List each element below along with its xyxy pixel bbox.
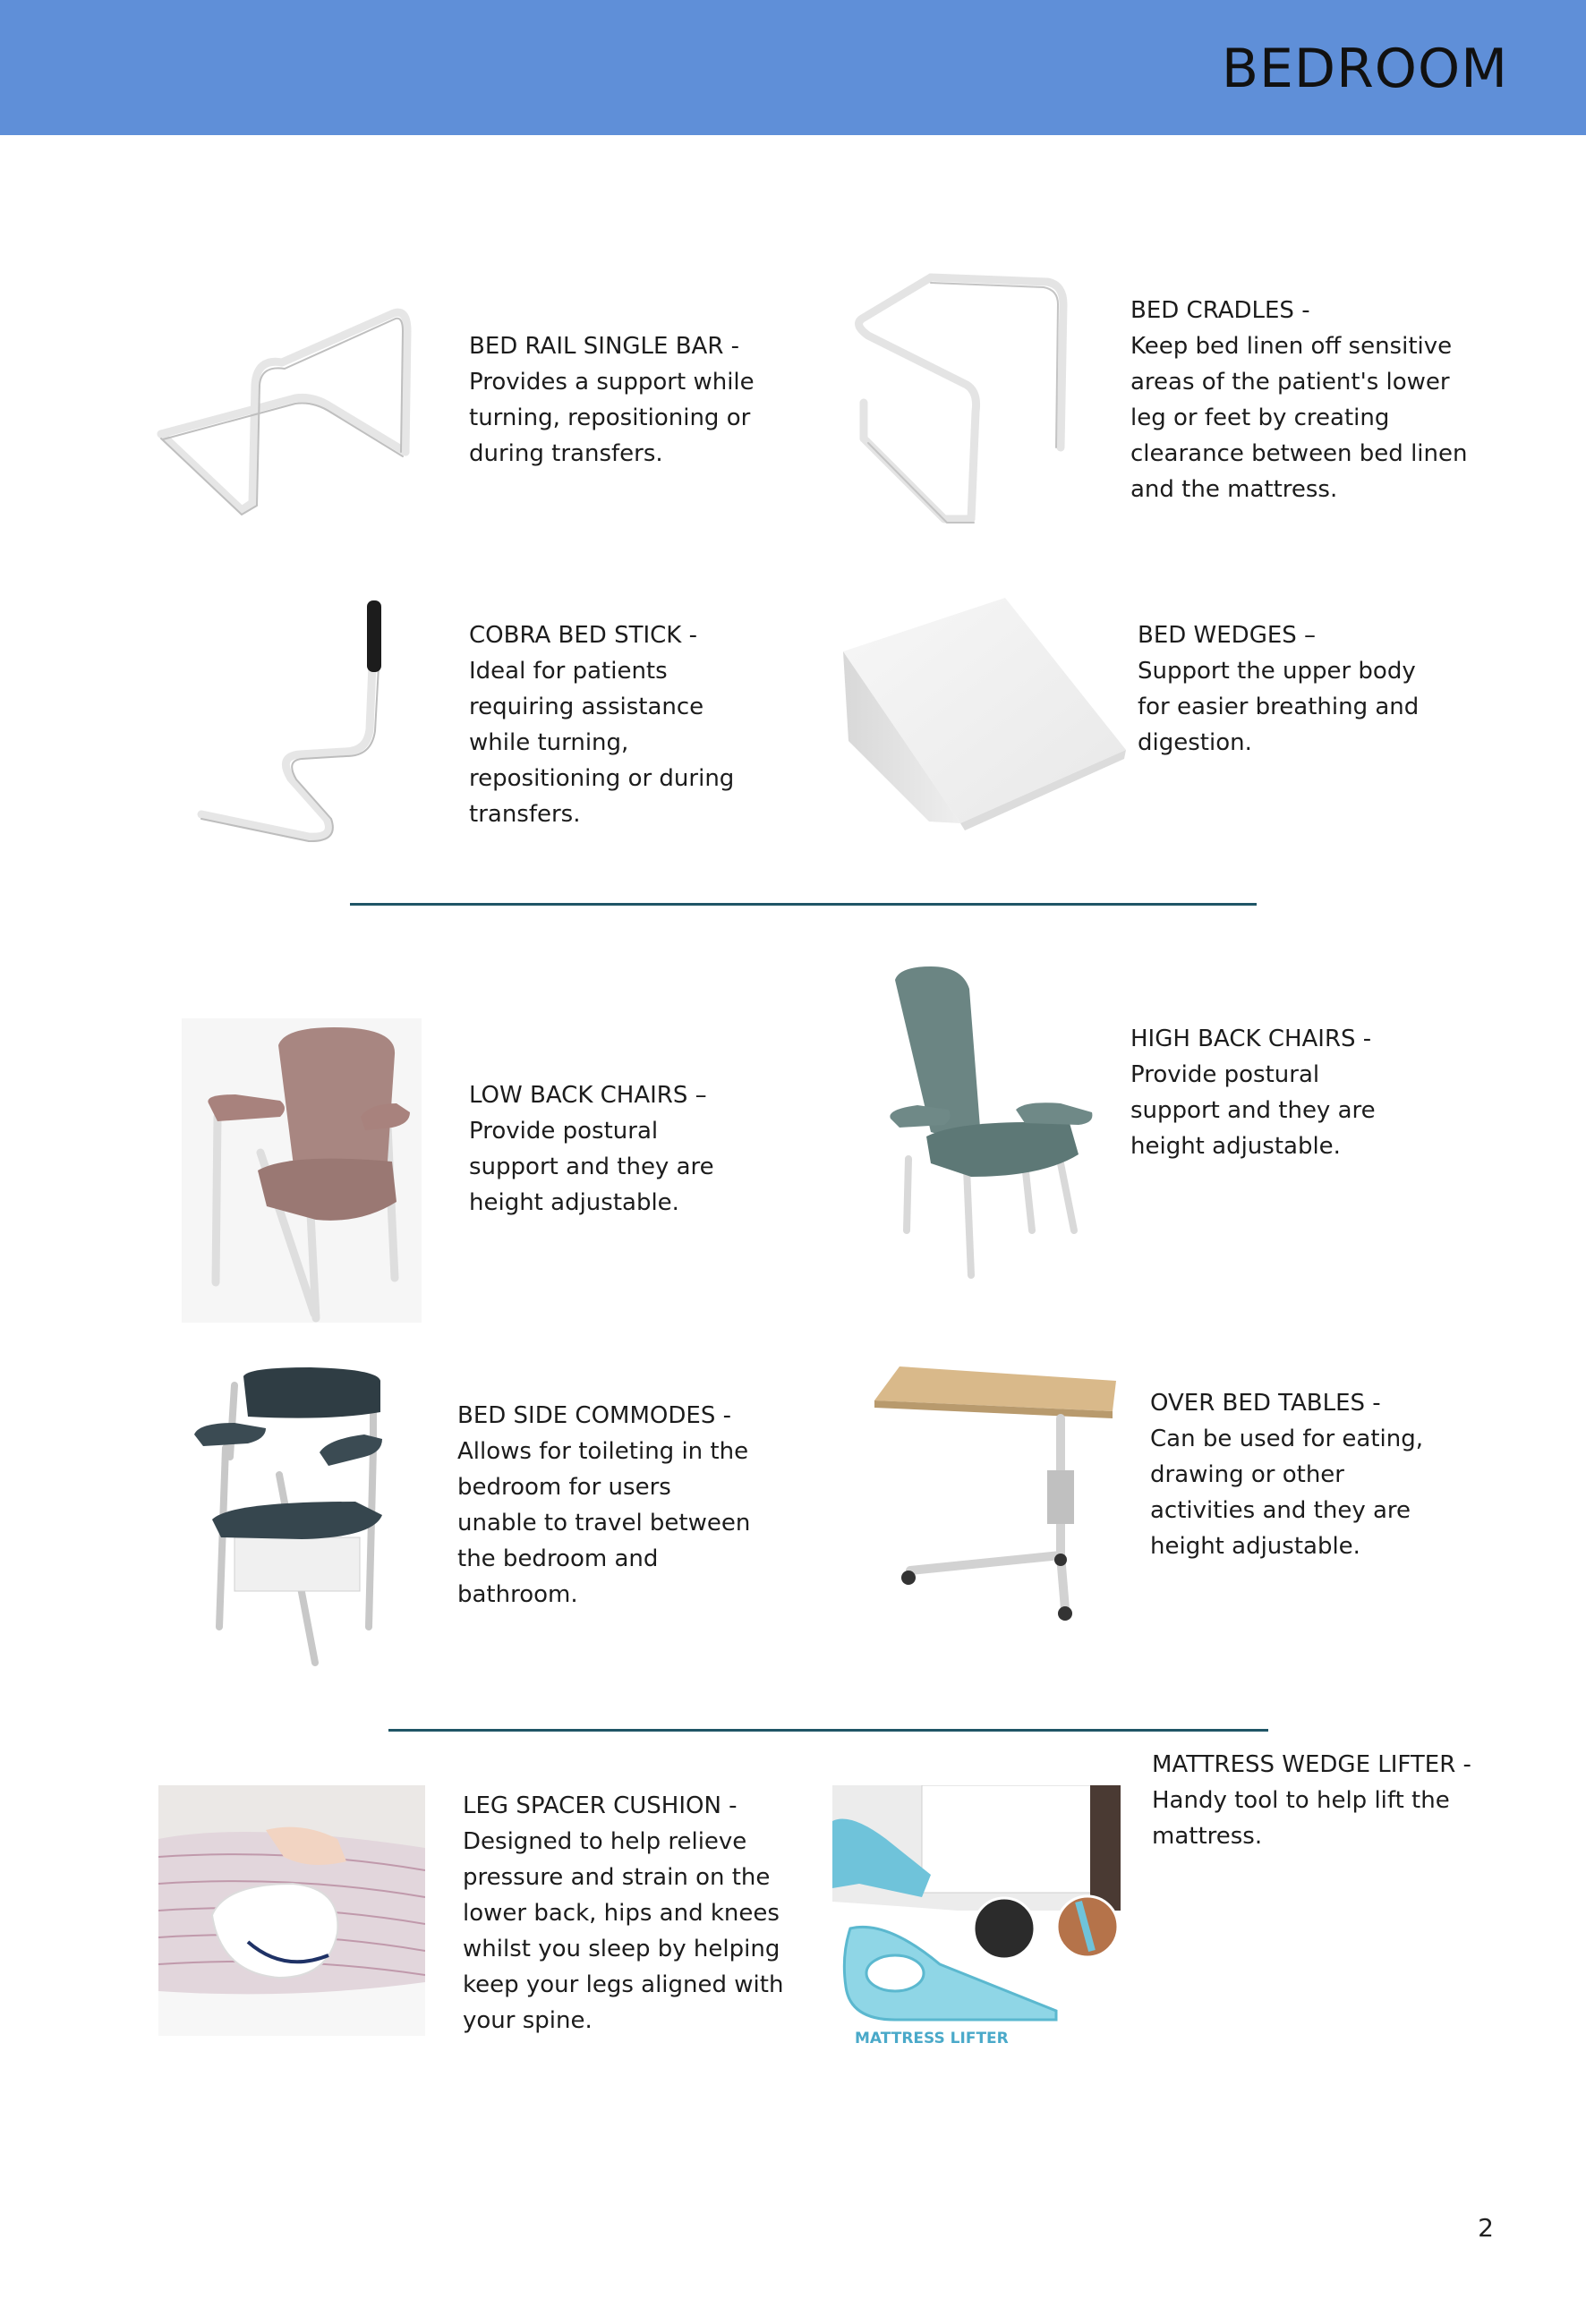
bedside-commode-image — [194, 1367, 396, 1667]
item-desc-line: mattress. — [1152, 1823, 1263, 1850]
item-desc-line: Ideal for patients — [469, 658, 668, 685]
high-back-chair-image — [882, 962, 1105, 1280]
item-bed-wedges — [1138, 617, 1478, 761]
item-desc-line: Handy tool to help lift the — [1152, 1787, 1450, 1814]
cobra-bed-stick-image — [192, 595, 398, 846]
page-number: 2 — [1478, 2213, 1494, 2243]
low-back-chair-image — [182, 1018, 422, 1323]
item-bed-rail-single-bar — [469, 328, 773, 472]
item-desc-line: height adjustable. — [1150, 1533, 1360, 1560]
item-title: COBRA BED STICK - — [469, 622, 697, 649]
item-desc-line: your spine. — [463, 2007, 593, 2034]
item-desc-line: Provides a support while — [469, 369, 755, 396]
over-bed-table-image — [873, 1363, 1123, 1622]
item-title: BED CRADLES - — [1130, 297, 1310, 324]
item-desc-line: Can be used for eating, — [1150, 1426, 1423, 1452]
item-desc-line: the bedroom and — [457, 1545, 659, 1572]
image-caption: MATTRESS LIFTER — [855, 2030, 1009, 2047]
handle-grip — [367, 600, 381, 672]
section-divider — [388, 1729, 1268, 1732]
item-desc-line: support and they are — [1130, 1097, 1376, 1124]
item-desc-line: while turning, — [469, 729, 629, 756]
item-desc-line: lower back, hips and knees — [463, 1900, 780, 1927]
item-desc-line: support and they are — [469, 1153, 714, 1180]
item-desc-line: Provide postural — [469, 1118, 659, 1145]
item-desc-line: bathroom. — [457, 1581, 578, 1608]
item-desc-line: repositioning or during — [469, 765, 735, 792]
item-desc-line: activities and they are — [1150, 1497, 1411, 1524]
item-title: OVER BED TABLES - — [1150, 1390, 1381, 1417]
leg-spacer-cushion-image — [158, 1785, 425, 2036]
item-over-bed-tables — [1150, 1385, 1472, 1564]
item-desc-line: drawing or other — [1150, 1461, 1344, 1488]
item-leg-spacer-cushion — [463, 1788, 803, 2039]
item-desc-line: unable to travel between — [457, 1510, 751, 1537]
item-high-back-chairs — [1130, 1021, 1435, 1164]
item-title: HIGH BACK CHAIRS - — [1130, 1026, 1372, 1052]
item-desc-line: digestion. — [1138, 729, 1252, 756]
item-desc-line: during transfers. — [469, 440, 663, 467]
item-title: BED WEDGES – — [1138, 622, 1317, 649]
item-desc-line: height adjustable. — [469, 1189, 679, 1216]
item-title: LEG SPACER CUSHION - — [463, 1792, 738, 1819]
item-desc-line: bedroom for users — [457, 1474, 671, 1501]
mattress-wedge-lifter-image — [832, 1785, 1121, 2049]
item-desc-line: clearance between bed linen — [1130, 440, 1468, 467]
item-title: BED SIDE COMMODES - — [457, 1402, 731, 1429]
item-desc-line: Keep bed linen off sensitive — [1130, 333, 1453, 360]
item-desc-line: Allows for toileting in the — [457, 1438, 749, 1465]
section-divider — [350, 903, 1257, 906]
bed-cradle-image — [832, 268, 1074, 528]
item-desc-line: pressure and strain on the — [463, 1864, 771, 1891]
item-desc-line: height adjustable. — [1130, 1133, 1341, 1160]
item-cobra-bed-stick — [469, 617, 773, 832]
item-title: LOW BACK CHAIRS – — [469, 1082, 707, 1109]
page-header — [0, 0, 1586, 135]
item-desc-line: requiring assistance — [469, 694, 704, 720]
item-desc-line: whilst you sleep by helping — [463, 1936, 780, 1962]
item-desc-line: areas of the patient's lower — [1130, 369, 1450, 396]
item-desc-line: leg or feet by creating — [1130, 404, 1390, 431]
item-desc-line: transfers. — [469, 801, 581, 828]
item-title: BED RAIL SINGLE BAR - — [469, 333, 740, 360]
item-bed-side-commodes — [457, 1398, 780, 1613]
item-desc-line: Provide postural — [1130, 1061, 1320, 1088]
item-desc-line: keep your legs aligned with — [463, 1971, 784, 1998]
item-bed-cradles — [1130, 293, 1488, 507]
item-mattress-wedge-lifter — [1152, 1747, 1501, 1854]
item-desc-line: Designed to help relieve — [463, 1828, 747, 1855]
item-low-back-chairs — [469, 1077, 773, 1221]
bed-rail-single-bar-image — [152, 295, 421, 528]
item-desc-line: for easier breathing and — [1138, 694, 1420, 720]
item-desc-line: Support the upper body — [1138, 658, 1416, 685]
bed-wedge-image — [840, 598, 1126, 830]
item-title: MATTRESS WEDGE LIFTER - — [1152, 1751, 1471, 1778]
page-title: BEDROOM — [1221, 38, 1508, 100]
item-desc-line: and the mattress. — [1130, 476, 1338, 503]
item-desc-line: turning, repositioning or — [469, 404, 751, 431]
